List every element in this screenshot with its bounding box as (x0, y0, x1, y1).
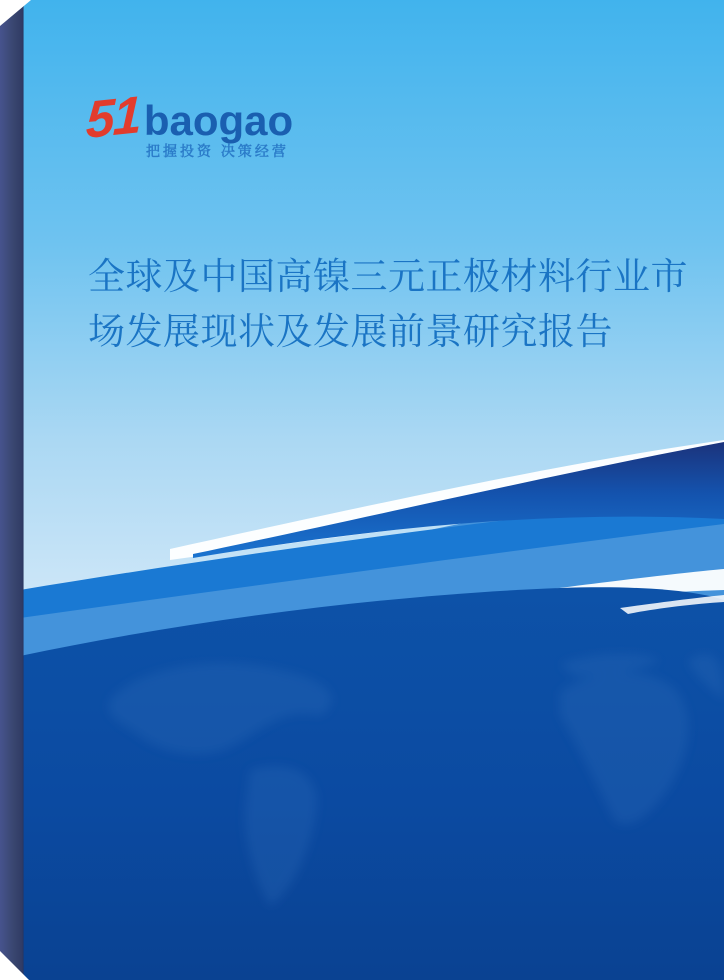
book-spine (0, 0, 23, 980)
logo-tagline: 把握投资 决策经营 (146, 143, 289, 159)
spine-cover-seam (23, 0, 25, 980)
logo-wordmark: baogao (143, 97, 294, 144)
report-title-line-1: 全球及中国高镍三元正极材料行业市 (88, 256, 688, 297)
report-title (88, 249, 698, 359)
logo-mark-51: 51 (85, 85, 141, 151)
report-title-line-2: 场发展现状及发展前景研究报告 (88, 311, 613, 352)
